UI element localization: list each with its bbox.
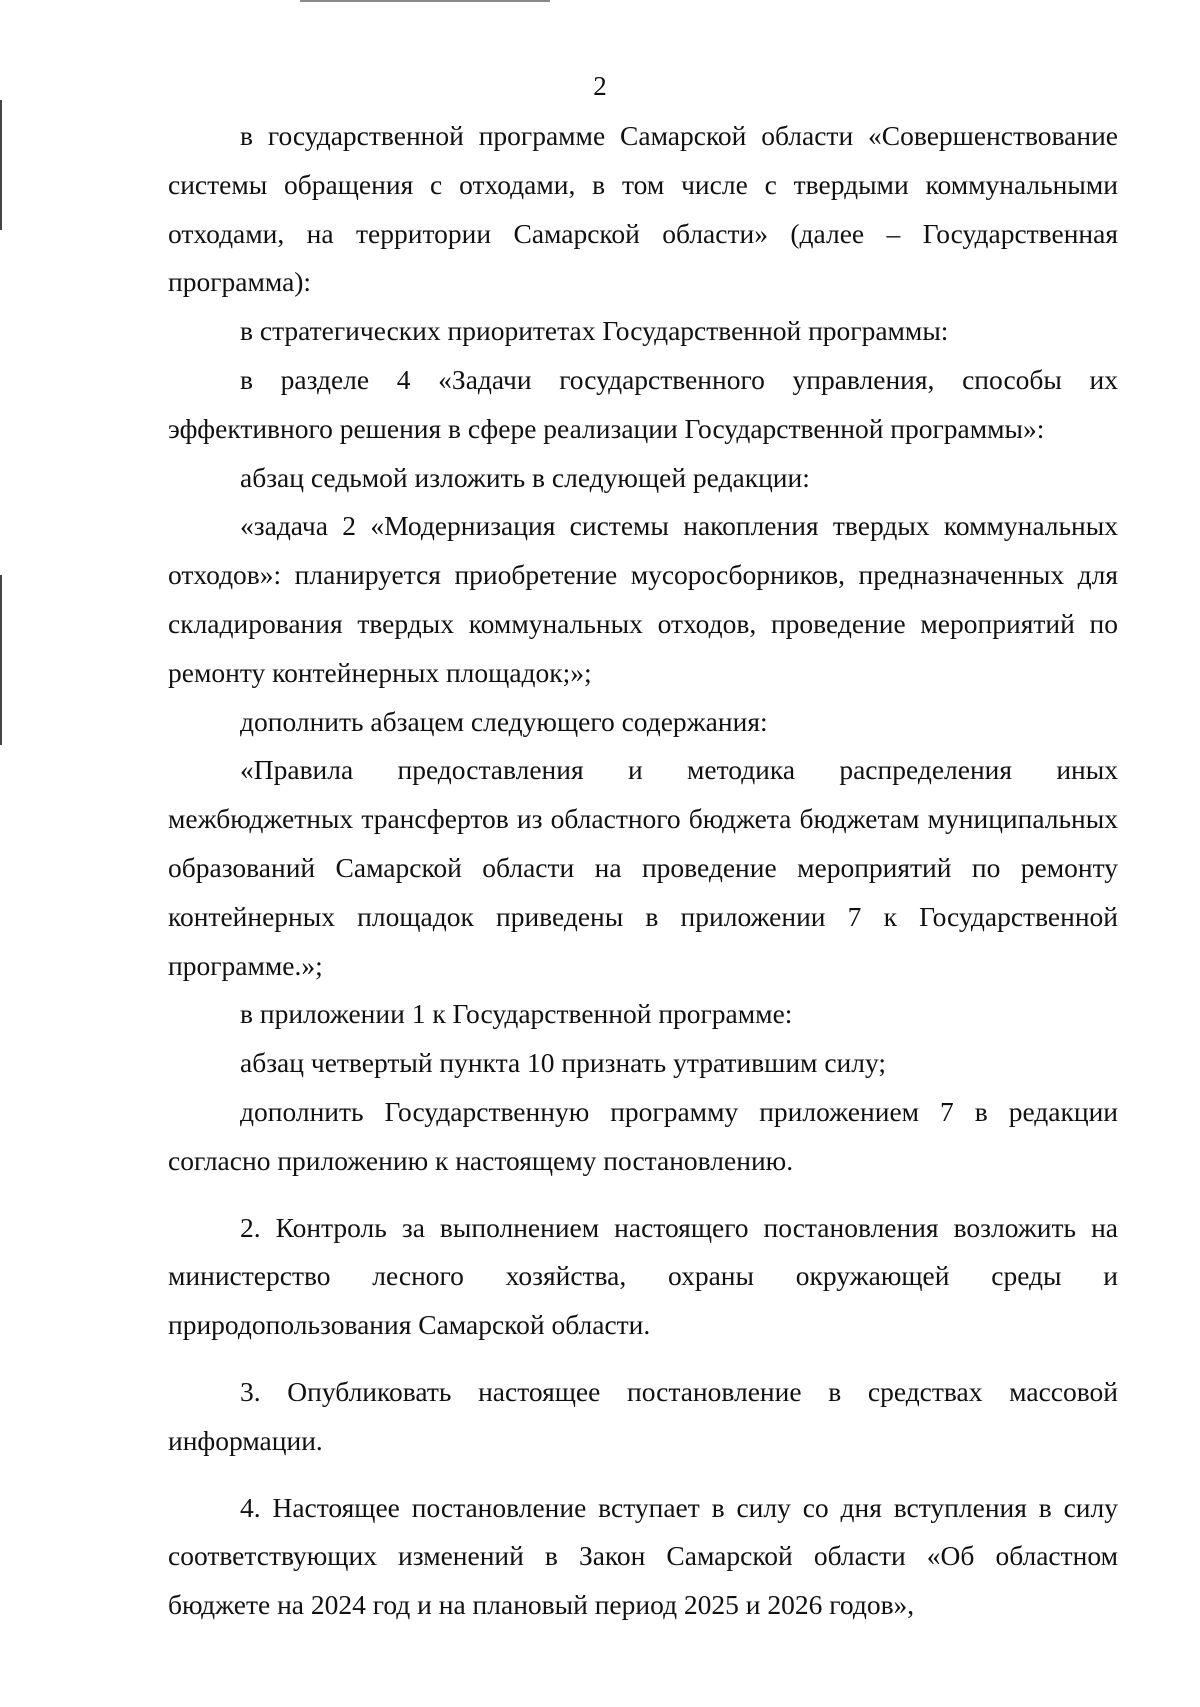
paragraph: 2. Контроль за выполнением настоящего постановления возложить на министерство лесного хозяйства, охраны окружающей среды и природопользования Самарской области. [168,1211,1118,1341]
paragraph: 3. Опубликовать настоящее постановление в средствах массовой информации. [168,1375,1118,1456]
scan-left-mark [0,100,2,230]
paragraph: «Правила предоставления и методика распределения иных межбюджетных трансфертов из областного бюджета бюджетам муниципальных образований Самарской области на проведение мероприятий по ремонту контейнерных площадок приведены в приложении 7 к Государственной программе.»; [168,754,1118,981]
paragraph: дополнить Государственную программу приложением 7 в редакции согласно приложению к настоящему постановлению. [168,1095,1118,1176]
scan-top-rule [300,0,550,2]
paragraph: в разделе 4 «Задачи государственного управления, способы их эффективного решения в сфере реализации Государственной программы»: [168,363,1118,444]
paragraph: в государственной программе Самарской области «Совершенствование системы обращения с отходами, в том числе с твердыми коммунальными отходами, на территории Самарской области» (далее – Государственная программа): [168,120,1118,298]
paragraph: абзац четвертый пункта 10 признать утратившим силу; [240,1047,887,1079]
document-body [168,112,1118,1630]
paragraph: «задача 2 «Модернизация системы накопления твердых коммунальных отходов»: планируется приобретение мусоросборников, предназначенных для складирования твердых коммунальных отходов, проведение мероприятий по ремонту контейнерных площадок;»; [168,510,1118,688]
paragraph: абзац седьмой изложить в следующей редакции: [240,461,810,493]
scan-left-mark [0,575,2,745]
paragraph: дополнить абзацем следующего содержания: [240,705,768,737]
paragraph: 4. Настоящее постановление вступает в силу со дня вступления в силу соответствующих изменений в Закон Самарской области «Об областном бюджете на 2024 год и на плановый период 2025 и 2026 годов», [168,1491,1118,1621]
paragraph: в приложении 1 к Государственной программе: [240,998,793,1030]
paragraph: в стратегических приоритетах Государственной программы: [240,315,949,347]
page-number: 2 [593,71,607,101]
